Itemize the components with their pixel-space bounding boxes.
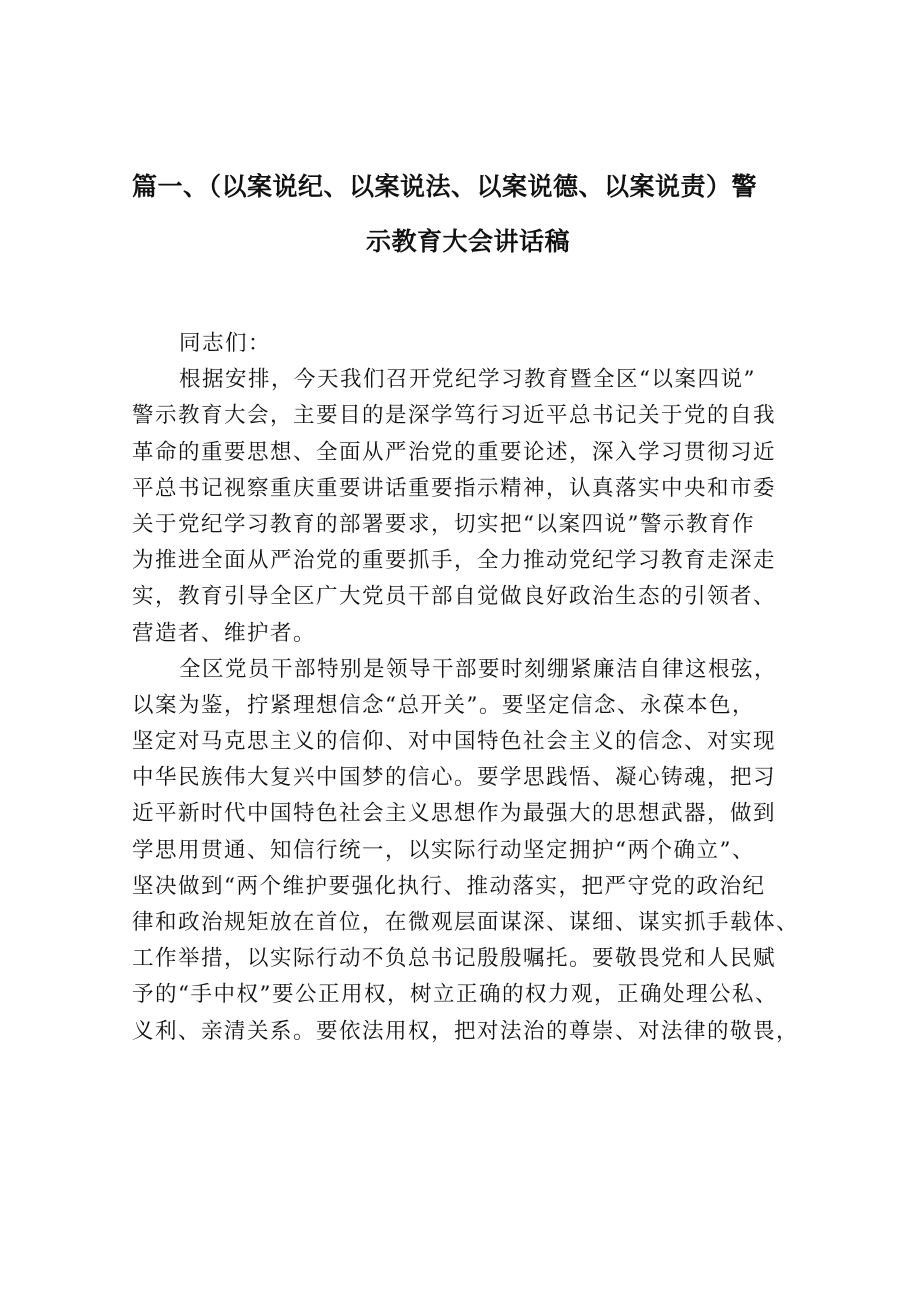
paragraph-line: 工作举措，以实际行动不负总书记殷殷嘱托。要敬畏党和人民赋 [132, 946, 777, 972]
paragraph-line: 坚决做到“两个维护要强化执行、推动落实，把严守党的政治纪 [132, 873, 766, 899]
document-body [132, 326, 800, 1050]
paragraph-line: 中华民族伟大复兴中国梦的信心。要学思践悟、凝心铸魂，把习 [132, 765, 777, 791]
paragraph-2 [132, 652, 800, 1050]
paragraph-line: 平总书记视察重庆重要讲话重要指示精神，认真落实中央和市委 [132, 475, 777, 501]
paragraph-line: 营造者、维护者。 [132, 620, 317, 646]
paragraph-line: 实，教育引导全区广大党员干部自觉做良好政治生态的引领者、 [132, 584, 777, 610]
paragraph-1 [132, 362, 792, 652]
document-title-line1: 篇一、（以案说纪、以案说法、以案说德、以案说责）警 [132, 172, 758, 201]
paragraph-line: 律和政治规矩放在首位，在微观层面谋深、谋细、谋实抓手载体、 [132, 910, 800, 935]
paragraph-line: 为推进全面从严治党的重要抓手，全力推动党纪学习教育走深走 [132, 548, 777, 574]
paragraph-line: 予的“手中权”要公正用权，树立正确的权力观，正确处理公私、 [132, 982, 778, 1008]
paragraph-line: 义利、亲清关系。要依法用权，把对法治的尊崇、对法律的敬畏， [132, 1018, 800, 1044]
paragraph-line: 革命的重要思想、全面从严治党的重要论述，深入学习贯彻习近 [132, 439, 777, 465]
paragraph-line: 坚定对马克思主义的信仰、对中国特色社会主义的信念、对实现 [132, 729, 777, 755]
paragraph-line: 近平新时代中国特色社会主义思想作为最强大的思想武器，做到 [132, 801, 777, 827]
paragraph-line: 根据安排，今天我们召开党纪学习教育暨全区“以案四说” [179, 367, 756, 393]
salutation: 同志们： [179, 331, 272, 356]
paragraph-line: 学思用贯通、知信行统一，以实际行动坚定拥护“两个确立”、 [132, 837, 755, 863]
paragraph-line: 全区党员干部特别是领导干部要时刻绷紧廉洁自律这根弦， [179, 656, 778, 682]
document-title-line2: 示教育大会讲话稿 [366, 227, 571, 256]
paragraph-line: 警示教育大会，主要目的是深学笃行习近平总书记关于党的自我 [132, 403, 777, 429]
paragraph-line: 以案为鉴，拧紧理想信念“总开关”。要坚定信念、永葆本色， [132, 692, 755, 718]
paragraph-line: 关于党纪学习教育的部署要求，切实把“以案四说”警示教育作 [132, 511, 755, 537]
